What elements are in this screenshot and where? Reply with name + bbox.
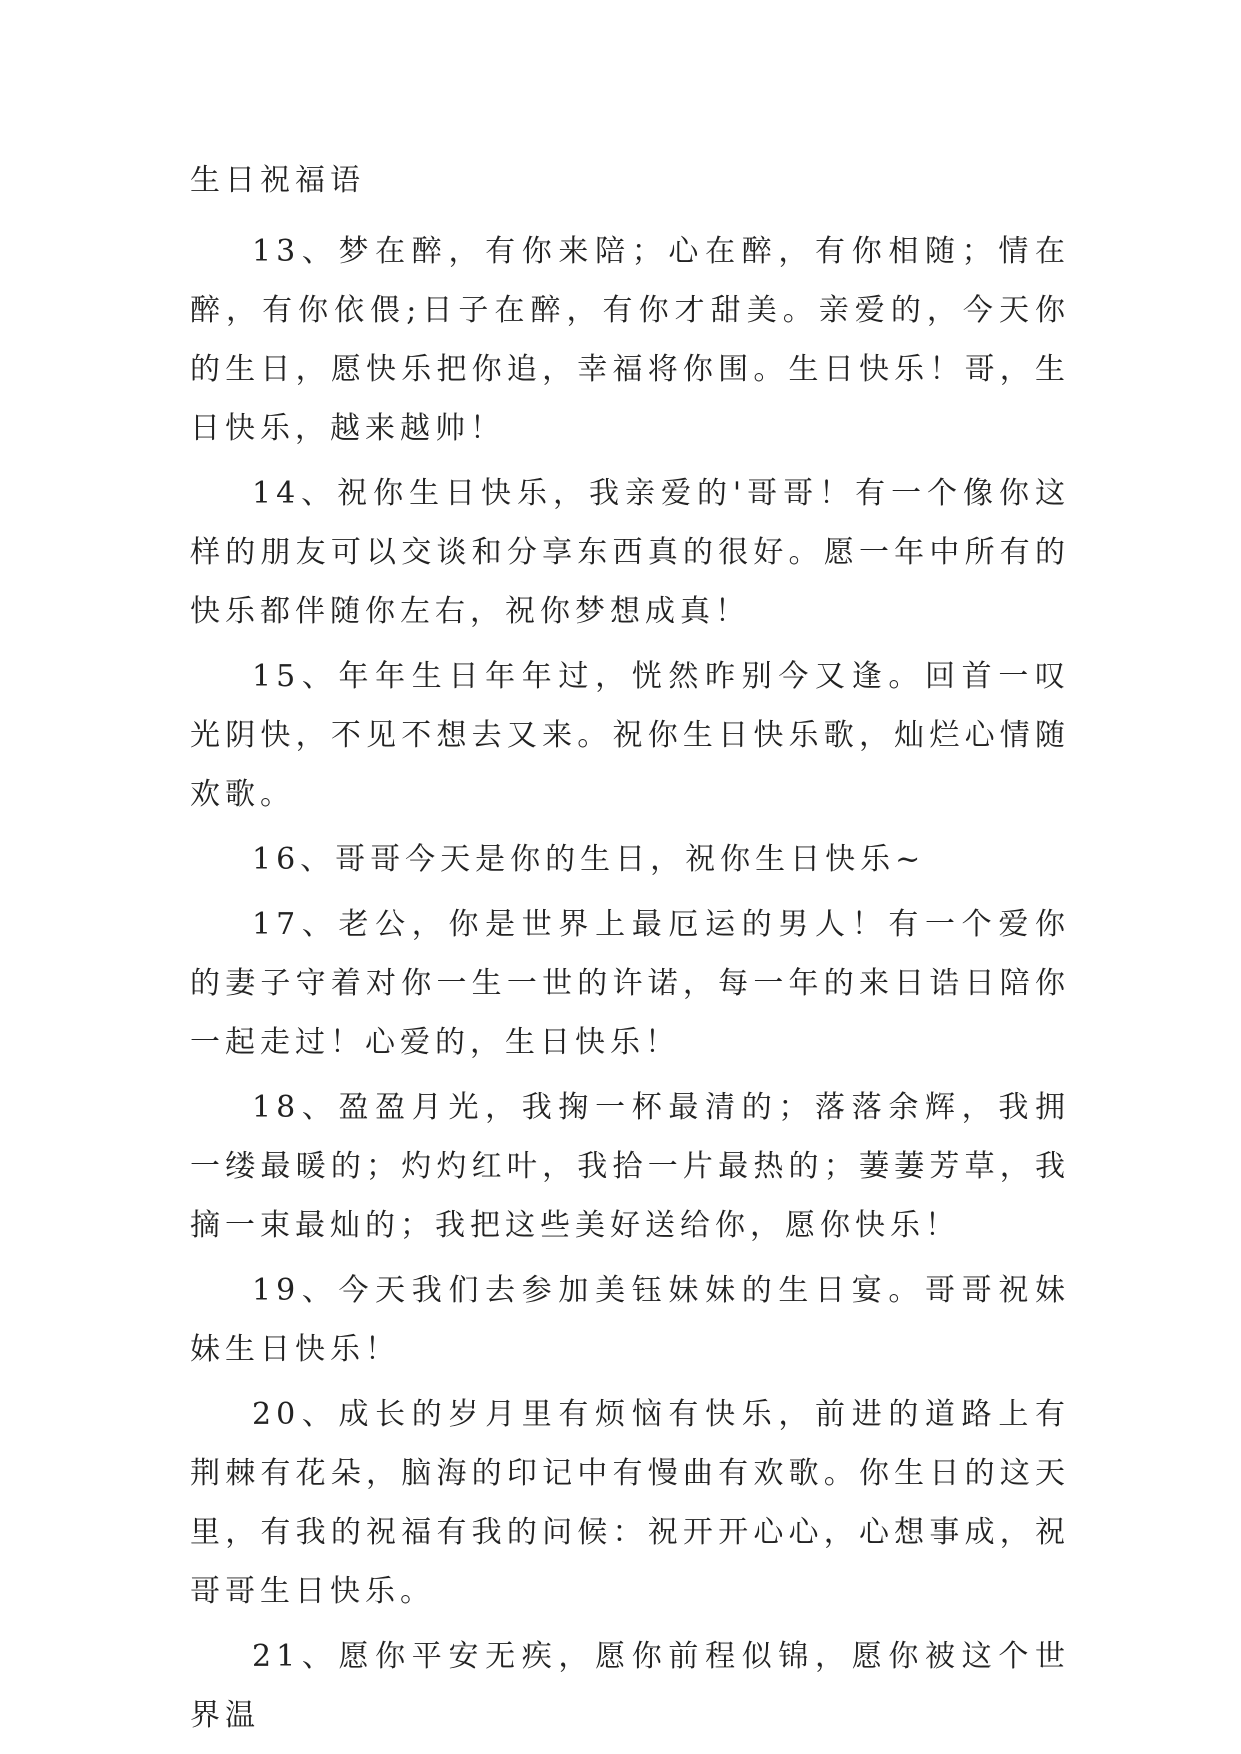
- paragraph-14: 14、祝你生日快乐，我亲爱的'哥哥！有一个像你这样的朋友可以交谈和分享东西真的很好。愿一年中所有的快乐都伴随你左右，祝你梦想成真！: [190, 476, 1070, 629]
- document-body: [190, 162, 1070, 1751]
- paragraph-15: 15、年年生日年年过，恍然昨别今又逢。回首一叹光阴快，不见不想去又来。祝你生日快乐歌，灿烂心情随欢歌。: [190, 659, 1070, 812]
- paragraph-13: 13、梦在醉，有你来陪；心在醉，有你相随；情在醉，有你依偎;日子在醉，有你才甜美。亲爱的，今天你的生日，愿快乐把你追，幸福将你围。生日快乐！哥，生日快乐，越来越帅！: [190, 234, 1070, 446]
- paragraph-21: 21、愿你平安无疾，愿你前程似锦，愿你被这个世界温: [190, 1639, 1070, 1733]
- paragraph-17: 17、老公，你是世界上最厄运的男人！有一个爱你的妻子守着对你一生一世的许诺，每一年的来日诰日陪你一起走过！心爱的，生日快乐！: [190, 907, 1070, 1060]
- document-title: 生日祝福语: [190, 163, 365, 198]
- paragraph-16: 16、哥哥今天是你的生日，祝你生日快乐~: [252, 842, 926, 877]
- paragraph-19: 19、今天我们去参加美钰妹妹的生日宴。哥哥祝妹妹生日快乐！: [190, 1273, 1070, 1367]
- paragraph-20: 20、成长的岁月里有烦恼有快乐，前进的道路上有荆棘有花朵，脑海的印记中有慢曲有欢歌。你生日的这天里，有我的祝福有我的问候：祝开开心心，心想事成，祝哥哥生日快乐。: [190, 1397, 1070, 1609]
- paragraph-18: 18、盈盈月光，我掬一杯最清的；落落余辉，我拥一缕最暖的；灼灼红叶，我拾一片最热的；萋萋芳草，我摘一束最灿的；我把这些美好送给你，愿你快乐！: [190, 1090, 1070, 1243]
